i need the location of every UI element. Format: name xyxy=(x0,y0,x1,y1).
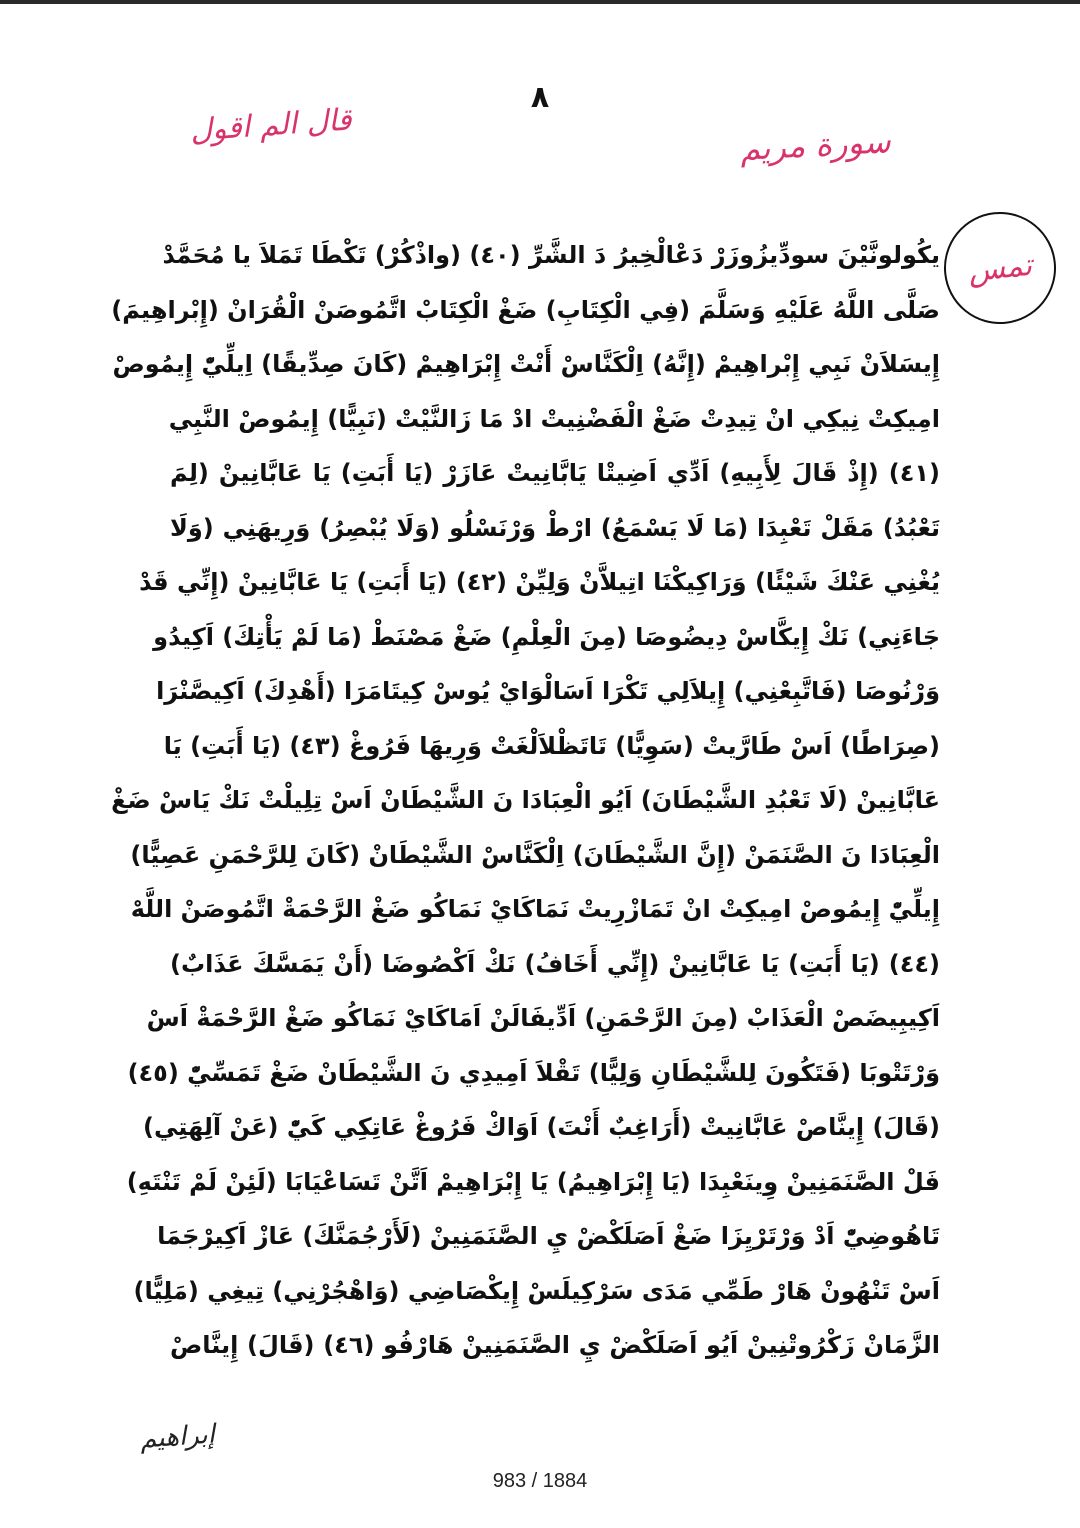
text-line: اَسْ تَنْهُونْ هَارْ طَمِّي مَدَى سَرْكِيلَسْ إِيكْصَاضِي (وَاهْجُرْنِي) تِيغِي (مَلِيًّا) xyxy=(133,1276,940,1305)
text-line: إِيلِّيّْ إِيمُوصْ امِيكِتْ انْ تَمَازْرِيتْ نَمَاكَايْ نَمَاكُو ضَغْ الرَّحْمَةْ اتَّمُوصَنْ اللَّهْ xyxy=(130,895,940,923)
text-line: يُغْنِي عَنْكَ شَيْئًا) وَرَاكِيكْنَا اتِيلاَّنْ وَلِيِّنْ (٤٢) (يَا أَبَتِ) يَا عَابَّانِينْ (إِنِّي قَدْ xyxy=(139,568,940,596)
text-line: صَلَّى اللَّهُ عَلَيْهِ وَسَلَّمَ (فِي الْكِتَابِ) ضَغْ الْكِتَابْ اتَّمُوصَنْ الْقُرَانْ (إِبْراهِيمَ) xyxy=(111,295,940,324)
text-line: وَرْنُوصَا (فَاتَّبِعْنِي) إِيلاَلِي تَكْرَا اَسَالْوَايْ يُوسْ كِيتَامَرَا (أَهْدِكَ) اَكِيصَّنْرَا xyxy=(156,677,940,705)
text-line: الزَّمَانْ زَكْرُوتْنِينْ اَيُو اَصَلَكْضْ يِ الصَّنَمَنِينْ هَارْفُو (٤٦) (قَالَ) إِينَّاصْ xyxy=(170,1331,940,1359)
handwritten-surah-name-note: سورة مريم xyxy=(739,122,892,168)
text-line: امِيكِتْ نِيكِي انْ تِيدِتْ ضَغْ الْفَضْنِيتْ ادْ مَا زَالنَّيْتْ (نَبِيًّا) إِيمُوصْ النَّبِي xyxy=(168,404,940,433)
margin-note-text: تمس xyxy=(966,247,1034,289)
text-line: فَلْ الصَّنَمَنِينْ وِينَعْبِدَا (يَا إِبْرَاهِيمُ) يَا إِبْرَاهِيمْ اَتَّنْ تَسَاعْيَابَا (لَئِنْ لَمْ تَنْتَهِ) xyxy=(126,1167,940,1196)
handwritten-signature: إبراهيم xyxy=(139,1419,216,1455)
text-line: جَاءَنِي) نَكْ إِيكَّاسْ دِيضُوصَا (مِنَ الْعِلْمِ) ضَغْ مَصْنَطْ (مَا لَمْ يَأْتِكَ) اَكِيدُو xyxy=(153,622,940,651)
text-line: (٤١) (إِذْ قَالَ لِأَبِيهِ) اَدِّي اَضِيتْا يَابَّانِيتْ عَازَرْ (يَا أَبَتِ) يَا عَابَّانِينْ (لِمَ xyxy=(170,459,940,487)
text-line: وَرْتَتْوبَا (فَتَكُونَ لِلشَّيْطَانِ وَلِيًّا) تَقْلاَ اَمِيدِي نَ الشَّيْطَانْ ضَغْ تَمَسِّيّْ (٤٥) xyxy=(127,1058,940,1087)
text-line: (٤٤) (يَا أَبَتِ) يَا عَابَّانِينْ (إِنِّي أَخَافُ) نَكْ اَكْصُوضَا (أَنْ يَمَسَّكَ عَذَابٌ) xyxy=(170,949,940,978)
text-line: عَابَّانِينْ (لَا تَعْبُدِ الشَّيْطَانَ) اَيُو الْعِبَادَا نَ الشَّيْطَانْ اَسْ تِلِيلْتْ نَكْ يَاسْ ضَغْ xyxy=(111,786,940,814)
text-line: اَكِيبِيضَصْ الْعَذَابْ (مِنَ الرَّحْمَنِ) اَدِّيفَالَنْ اَمَاكَايْ نَمَاكُو ضَغْ الرَّحْمَةْ اَسْ xyxy=(146,1004,940,1032)
page-number: ٨ xyxy=(530,80,550,115)
text-line: تَاهُوضِيّْ اَدْ وَرْتَرْيِزَا ضَغْ اَصَلَكْضْ يِ الصَّنَمَنِينْ (لَأَرْجُمَنَّكَ) عَازْ اَكِيرْجَمَا xyxy=(157,1222,940,1250)
top-border-rule xyxy=(0,0,1080,4)
pdf-page-counter: 983 / 1884 xyxy=(492,1470,588,1492)
handwritten-surah-group-note: قال الم اقول xyxy=(188,102,353,149)
text-line: (صِرَاطًا) اَسْ طَارَّيتْ (سَوِيًّا) تَاتَظْلاَلْغَتْ وَرِيهَا فَرُوغْ (٤٣) (يَا أَبَتِ) يَا xyxy=(163,731,940,760)
text-line: يكُولونَّيْنَ سودِّيزُوزَرْ دَعْالْخِيرُ دَ الشَّرِّ (٤٠) (واذْكُرْ) تَكْطَا تَمَلاَ يا مُحَمَّدْ xyxy=(162,241,940,269)
text-line: تَعْبُدُ) مَقَلْ تَعْبِدَا (مَا لَا يَسْمَعُ) ارْطْ وَرْنَسْلُو (وَلَا يُبْصِرُ) وَرِيهَنِي (وَلَا xyxy=(170,513,940,542)
tafsir-text-block xyxy=(111,228,940,1373)
text-line: إِيسَلاَنْ نَبِي إِبْراهِيمْ (إِنَّهُ) اِلْكَنَّاسْ أَنْتْ إِبْرَاهِيمْ (كَانَ صِدِّيقًا) اِيلِّيّْ إِيمُوصْ xyxy=(112,350,940,378)
text-line: (قَالَ) إِينَّاصْ عَابَّانِيتْ (أَرَاغِبٌ أَنْتَ) اَوَاكْ فَرُوغْ عَاتِكِي كَيّْ (عَنْ آلِهَتِي) xyxy=(143,1113,940,1141)
margin-circled-note xyxy=(938,206,1061,329)
text-line: الْعِبَادَا نَ الصَّنَمَنْ (إِنَّ الشَّيْطَانَ) اِلْكَنَّاسْ الشَّيْطَانْ (كَانَ لِلرَّحْمَنِ عَصِيًّا) xyxy=(130,840,940,869)
